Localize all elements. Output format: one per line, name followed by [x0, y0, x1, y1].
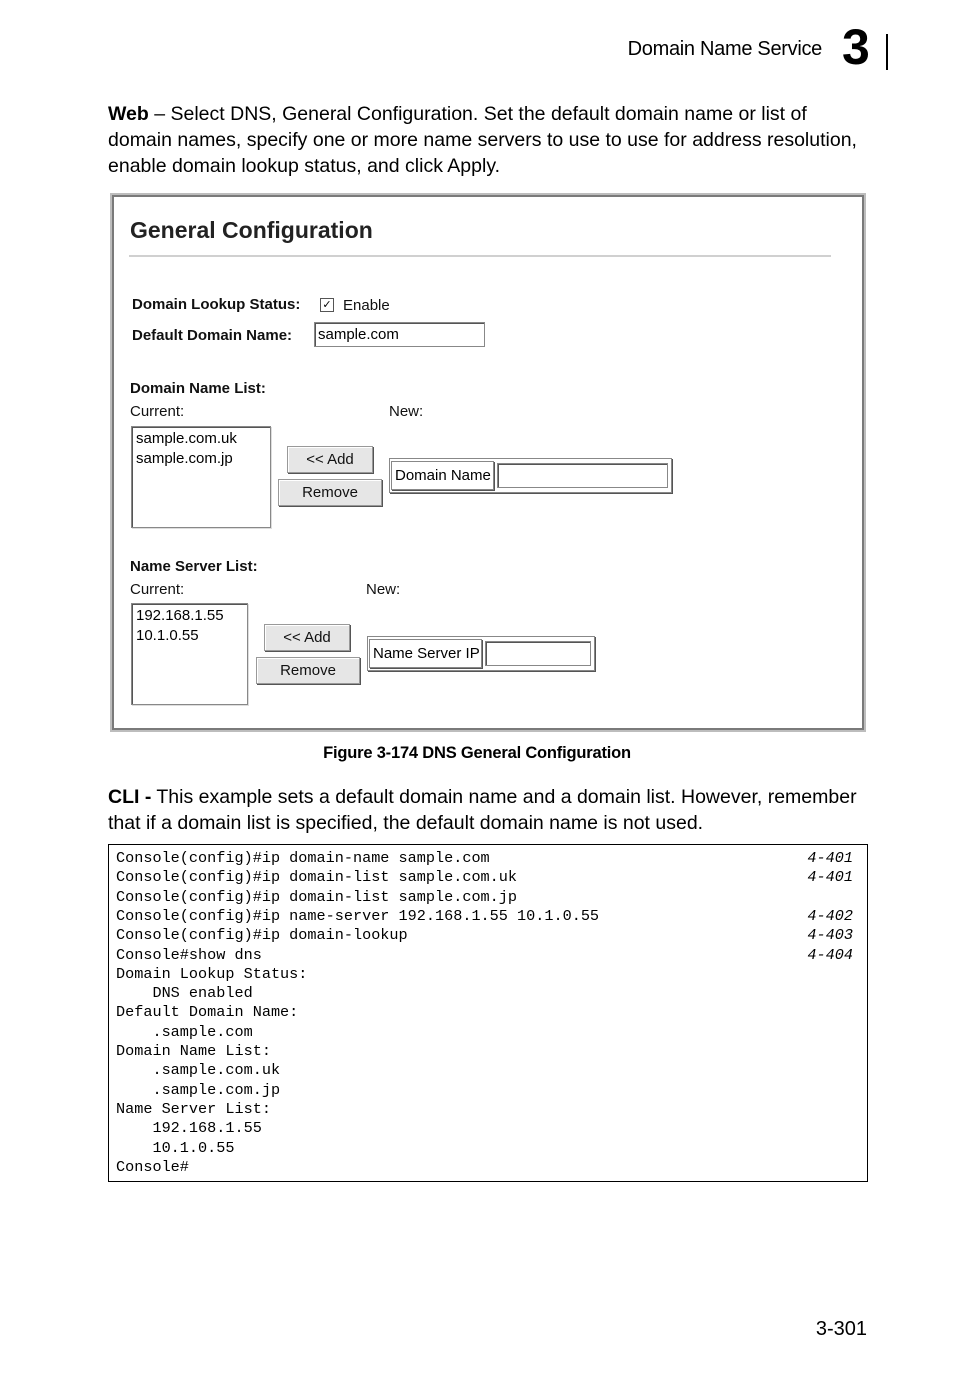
server-add-button[interactable]: << Add [264, 624, 350, 651]
server-remove-button[interactable]: Remove [256, 657, 360, 684]
web-intro-text: – Select DNS, General Configuration. Set the default domain name or list of domain names, specify one or more name servers to use to use for address resolution, enable domain lookup status, and click Apply. [108, 103, 857, 177]
code-line: Default Domain Name: [116, 1003, 299, 1022]
code-line: .sample.com.uk [116, 1061, 281, 1080]
code-line: Name Server List: [116, 1099, 271, 1118]
server-new-label: New: [366, 581, 401, 598]
code-line: Console(config)#ip domain-list sample.com.uk [116, 868, 518, 887]
domain-list-heading: Domain Name List: [130, 380, 266, 397]
figure-caption: Figure 3-174 DNS General Configuration [323, 744, 631, 762]
web-lead: Web [108, 103, 149, 125]
lookup-status-label: Domain Lookup Status: [132, 296, 301, 313]
domain-remove-button[interactable]: Remove [278, 479, 382, 506]
code-line: .sample.com [116, 1022, 253, 1041]
default-domain-input[interactable]: sample.com [314, 322, 485, 347]
code-line: Domain Lookup Status: [116, 964, 308, 983]
code-line: 192.168.1.55 [116, 1119, 262, 1138]
check-mark-icon: ✓ [322, 299, 332, 311]
command-reference: 4-403 [807, 926, 853, 945]
command-reference: 4-401 [807, 849, 853, 867]
default-domain-label: Default Domain Name: [132, 327, 293, 344]
command-reference: 4-402 [807, 906, 853, 925]
chapter-number: 3 [842, 19, 870, 75]
name-server-input[interactable] [485, 641, 591, 666]
command-reference: 4-401 [807, 868, 853, 887]
list-item[interactable]: 10.1.0.55 [136, 627, 199, 644]
enable-label: Enable [343, 297, 390, 314]
list-item[interactable]: sample.com.jp [136, 450, 233, 467]
domain-name-field-group [389, 458, 672, 493]
domain-name-input[interactable] [497, 463, 668, 488]
code-line: Console#show dns [116, 945, 262, 964]
code-line: Console(config)#ip domain-list sample.com.jp [116, 887, 518, 906]
server-current-list[interactable] [131, 603, 248, 705]
domain-current-label: Current: [130, 403, 185, 420]
list-item[interactable]: sample.com.uk [136, 430, 237, 447]
page-number: 3-301 [815, 1318, 867, 1340]
code-line: .sample.com.jp [116, 1080, 281, 1099]
code-line: DNS enabled [116, 984, 253, 1003]
chapter-rule [886, 34, 888, 70]
list-item[interactable]: 192.168.1.55 [136, 607, 224, 624]
code-line: Console# [116, 1157, 189, 1176]
cli-intro-text: This example sets a default domain name and a domain list. However, remember that if a domain list is specified, the default domain name is not used. [108, 786, 857, 834]
code-line: Domain Name List: [116, 1042, 271, 1060]
domain-current-list[interactable] [131, 426, 271, 528]
cli-lead: CLI - [108, 786, 152, 808]
code-line: 10.1.0.55 [116, 1138, 235, 1157]
code-line: Console(config)#ip domain-name sample.com [116, 849, 490, 867]
name-server-field-group [367, 636, 595, 671]
section-title: Domain Name Service [627, 38, 822, 60]
command-reference: 4-404 [807, 945, 853, 964]
server-current-label: Current: [130, 581, 185, 598]
web-intro-paragraph [108, 101, 868, 179]
code-line: Console(config)#ip name-server 192.168.1.55 10.1.0.55 [116, 906, 600, 925]
server-list-heading: Name Server List: [130, 558, 258, 575]
figure-title: General Configuration [130, 217, 373, 243]
cli-code-block [108, 844, 868, 1182]
domain-name-field-label: Domain Name [391, 461, 494, 490]
domain-add-button[interactable]: << Add [287, 446, 373, 473]
enable-checkbox[interactable] [320, 298, 334, 312]
cli-intro-paragraph [108, 784, 868, 836]
general-configuration-screenshot [110, 193, 866, 732]
title-rule [129, 255, 831, 257]
domain-new-label: New: [389, 403, 424, 420]
name-server-field-label: Name Server IP [369, 639, 482, 668]
code-line: Console(config)#ip domain-lookup [116, 926, 408, 945]
